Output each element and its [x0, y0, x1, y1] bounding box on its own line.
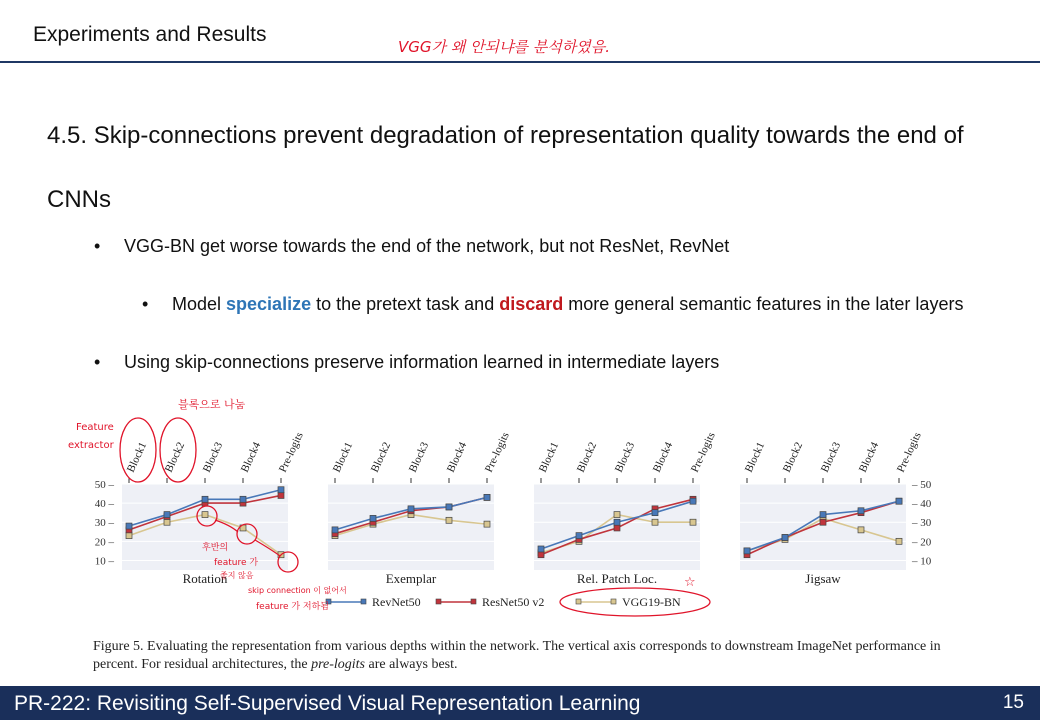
- annotation-feature-label: Feature: [76, 422, 114, 433]
- annotation-note: skip connection 이 없어서: [248, 586, 347, 595]
- x-tick-label: Pre-logits: [894, 430, 924, 475]
- data-point: [446, 504, 452, 510]
- x-tick-label: Pre-logits: [276, 430, 306, 475]
- x-tick-label: Block1: [536, 440, 562, 475]
- x-tick-label: Block3: [818, 440, 844, 475]
- data-point: [538, 552, 544, 558]
- y-tick-label-left: 20 –: [94, 536, 114, 549]
- data-point: [446, 517, 452, 523]
- page-header-title: Experiments and Results: [33, 23, 267, 46]
- legend-label: RevNet50: [372, 595, 421, 609]
- footer-bar: [0, 686, 1040, 720]
- data-point: [744, 548, 750, 554]
- page-number: 15: [1002, 692, 1024, 713]
- x-tick-label: Block2: [574, 440, 600, 475]
- panel-title: Exemplar: [385, 571, 437, 586]
- data-point: [614, 525, 620, 531]
- annotation-note: 좋지 않음: [220, 571, 254, 580]
- annotation-blocks-note: 블록으로 나눔: [178, 398, 246, 411]
- data-point: [538, 546, 544, 552]
- sub-bullet-text-pre: Model: [172, 294, 227, 314]
- y-tick-label-right: – 40: [912, 498, 932, 511]
- y-tick-label-left: 50 –: [94, 479, 114, 491]
- legend-marker: [436, 599, 441, 604]
- data-point: [896, 498, 902, 504]
- x-tick-label: Pre-logits: [688, 430, 718, 475]
- caption-tail: are always best.: [365, 657, 458, 672]
- legend-label: VGG19-BN: [622, 595, 681, 609]
- annotation-note: feature 가 저하됨: [256, 602, 329, 612]
- sub-bullet-text-mid: to the pretext task and: [311, 294, 500, 314]
- x-tick-label: Block4: [650, 440, 676, 475]
- data-point: [278, 492, 284, 498]
- y-tick-label-left: 10 –: [94, 555, 114, 568]
- data-point: [408, 506, 414, 512]
- bullet-dot: •: [94, 236, 101, 256]
- data-point: [614, 519, 620, 525]
- sub-bullet-text-post: more general semantic features in the later layers: [563, 294, 964, 314]
- panel-background: [328, 484, 494, 570]
- handwritten-annotation-top: VGG가 왜 안되냐를 분석하였음.: [398, 38, 610, 56]
- legend-label: ResNet50 v2: [482, 595, 545, 609]
- data-point: [164, 519, 170, 525]
- figure-5-chart: [60, 390, 960, 626]
- data-point: [332, 527, 338, 533]
- data-point: [576, 533, 582, 539]
- data-point: [278, 487, 284, 493]
- data-point: [820, 519, 826, 525]
- x-tick-label: Block3: [406, 440, 432, 475]
- sub-bullet-item: [142, 294, 964, 315]
- x-tick-label: Block2: [162, 440, 188, 475]
- data-point: [858, 527, 864, 533]
- bullet-item: [94, 236, 730, 257]
- x-tick-label: Block1: [124, 440, 150, 475]
- data-point: [240, 496, 246, 502]
- x-tick-label: Block4: [856, 440, 882, 475]
- x-tick-label: Block2: [368, 440, 394, 475]
- x-tick-label: Block1: [742, 440, 768, 475]
- bullet-text: Using skip-connections preserve information learned in intermediate layers: [124, 352, 720, 372]
- panel-background: [740, 484, 906, 570]
- highlight-discard: discard: [499, 294, 564, 314]
- legend-marker: [361, 599, 366, 604]
- data-point: [484, 494, 490, 500]
- panel-title: Rotation: [182, 571, 228, 586]
- data-point: [652, 519, 658, 525]
- bullet-text: VGG-BN get worse towards the end of the network, but not ResNet, RevNet: [124, 236, 730, 256]
- data-point: [202, 512, 208, 518]
- x-tick-label: Block2: [780, 440, 806, 475]
- data-point: [782, 535, 788, 541]
- data-point: [126, 533, 132, 539]
- data-point: [126, 523, 132, 529]
- header-divider: [0, 61, 1040, 63]
- x-tick-label: Block4: [444, 440, 470, 475]
- section-title: 4.5. Skip-connections prevent degradation of representation quality towards the end of CNNs: [47, 122, 964, 213]
- bullet-dot: •: [142, 294, 149, 314]
- y-tick-label-left: 40 –: [94, 498, 114, 511]
- y-tick-label-right: – 30: [912, 517, 932, 530]
- data-point: [896, 538, 902, 544]
- legend-marker: [611, 599, 616, 604]
- y-tick-label-right: – 50: [912, 479, 932, 491]
- panel-title: Jigsaw: [805, 571, 841, 586]
- data-point: [690, 498, 696, 504]
- y-tick-label-right: – 10: [912, 555, 932, 568]
- data-point: [614, 512, 620, 518]
- footer-title: PR-222: Revisiting Self-Supervised Visual Representation Learning: [14, 692, 641, 715]
- data-point: [820, 512, 826, 518]
- data-point: [690, 519, 696, 525]
- x-tick-label: Block3: [200, 440, 226, 475]
- panel-title: Rel. Patch Loc.: [576, 571, 658, 586]
- x-tick-label: Pre-logits: [482, 430, 512, 475]
- figure-caption: [93, 638, 983, 674]
- annotation-note: feature 가: [214, 558, 259, 568]
- x-tick-label: Block3: [612, 440, 638, 475]
- legend-marker: [576, 599, 581, 604]
- caption-lead: Figure 5. Evaluating the representation from various depths within the network. The vertical axis corresponds to downstream ImageNet performance in percent. For residual architectures, the: [93, 639, 941, 672]
- x-tick-label: Block1: [330, 440, 356, 475]
- highlight-specialize: specialize: [226, 294, 312, 314]
- data-point: [202, 496, 208, 502]
- annotation-extractor-label: extractor: [68, 440, 114, 451]
- data-point: [858, 508, 864, 514]
- data-point: [652, 510, 658, 516]
- x-tick-label: Block4: [238, 440, 264, 475]
- y-tick-label-right: – 20: [912, 536, 932, 549]
- caption-emphasis: pre-logits: [311, 657, 365, 672]
- bullet-dot: •: [94, 352, 101, 372]
- bullet-item: [94, 352, 720, 373]
- legend-marker: [471, 599, 476, 604]
- data-point: [164, 512, 170, 518]
- data-point: [484, 521, 490, 527]
- annotation-star-icon: ☆: [684, 575, 696, 590]
- data-point: [370, 515, 376, 521]
- annotation-note: 후반의: [202, 543, 229, 553]
- y-tick-label-left: 30 –: [94, 517, 114, 530]
